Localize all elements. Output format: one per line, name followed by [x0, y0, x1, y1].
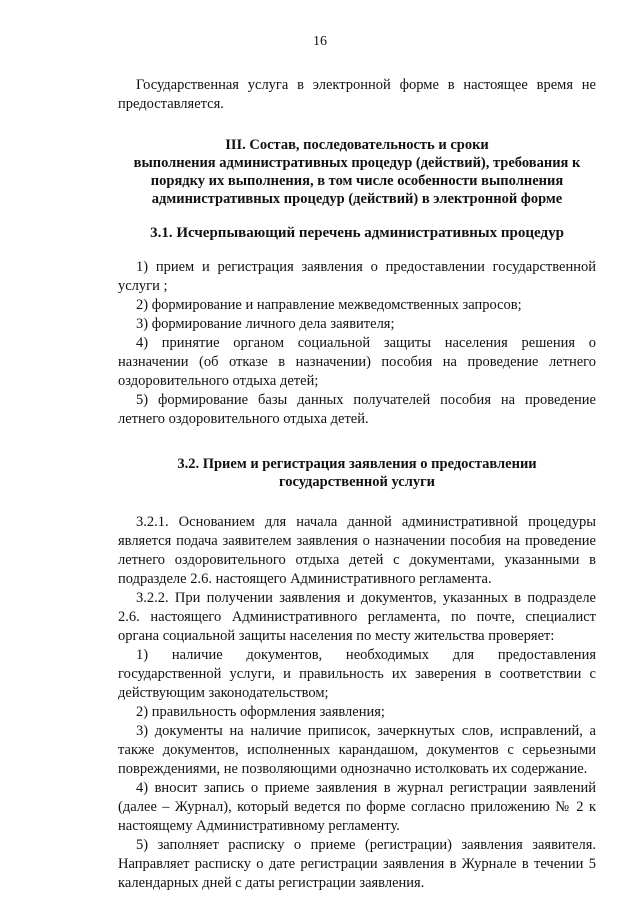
- section-3-2-heading-line: государственной услуги: [278, 474, 436, 490]
- section-3-2-heading: [118, 455, 596, 491]
- paragraph: 3) документы на наличие приписок, зачеркнутых слов, исправлений, а также документов, исполненных карандашом, документов с серьезными повреждениями, не позволяющими однозначно истолковать их содержание.: [118, 723, 596, 777]
- list-item: 5) формирование базы данных получателей пособия на проведение летнего оздоровительного отдыха детей.: [118, 392, 596, 427]
- paragraph: 3.2.2. При получении заявления и документов, указанных в подразделе 2.6. настоящего Административного регламента, по почте, специалист органа социальной защиты населения по месту жительства проверяет:: [118, 590, 596, 644]
- section-3-heading-line: выполнения административных процедур (действий), требования к: [133, 155, 581, 171]
- list-item: 2) формирование и направление межведомственных запросов;: [136, 297, 522, 313]
- section-3-2-body: [118, 513, 596, 893]
- procedure-list: [118, 258, 596, 429]
- section-3-heading: [118, 136, 596, 208]
- section-3-1-heading: 3.1. Исчерпывающий перечень административных процедур: [150, 225, 564, 241]
- list-item: 3) формирование личного дела заявителя;: [136, 316, 395, 332]
- paragraph: 3.2.1. Основанием для начала данной административной процедуры является подача заявителем заявления о назначении пособия на проведение летнего оздоровительного отдыха детей с документами, указанными в подразделе 2.6. настоящего Административного регламента.: [118, 514, 596, 587]
- section-3-heading-line: административных процедур (действий) в электронной форме: [151, 191, 563, 207]
- list-item: 4) принятие органом социальной защиты населения решения о назначении (об отказе в назначении) пособия на проведение летнего оздоровительного отдыха детей;: [118, 335, 596, 389]
- paragraph: 1) наличие документов, необходимых для предоставления государственной услуги, и правильность их заверения в соответствии с действующим законодательством;: [118, 647, 596, 701]
- list-item: 1) прием и регистрация заявления о предоставлении государственной услуги ;: [118, 259, 596, 294]
- section-3-2-heading-line: 3.2. Прием и регистрация заявления о предоставлении: [177, 456, 537, 472]
- section-3-heading-line: порядку их выполнения, в том числе особенности выполнения: [150, 173, 564, 189]
- section-3-heading-line: III. Состав, последовательность и сроки: [225, 137, 489, 153]
- intro-paragraph: Государственная услуга в электронной форме в настоящее время не предоставляется.: [118, 77, 596, 112]
- page-content: [118, 76, 596, 893]
- paragraph: 2) правильность оформления заявления;: [136, 704, 385, 720]
- paragraph: 5) заполняет расписку о приеме (регистрации) заявления заявителя. Направляет расписку о дате регистрации заявления в Журнале в течении 5 календарных дней с даты регистрации заявления.: [118, 837, 596, 891]
- page-number: 16: [313, 34, 327, 49]
- paragraph: 4) вносит запись о приеме заявления в журнал регистрации заявлений (далее – Журнал), который ведется по форме согласно приложению № 2 к настоящему Административному регламенту.: [118, 780, 596, 834]
